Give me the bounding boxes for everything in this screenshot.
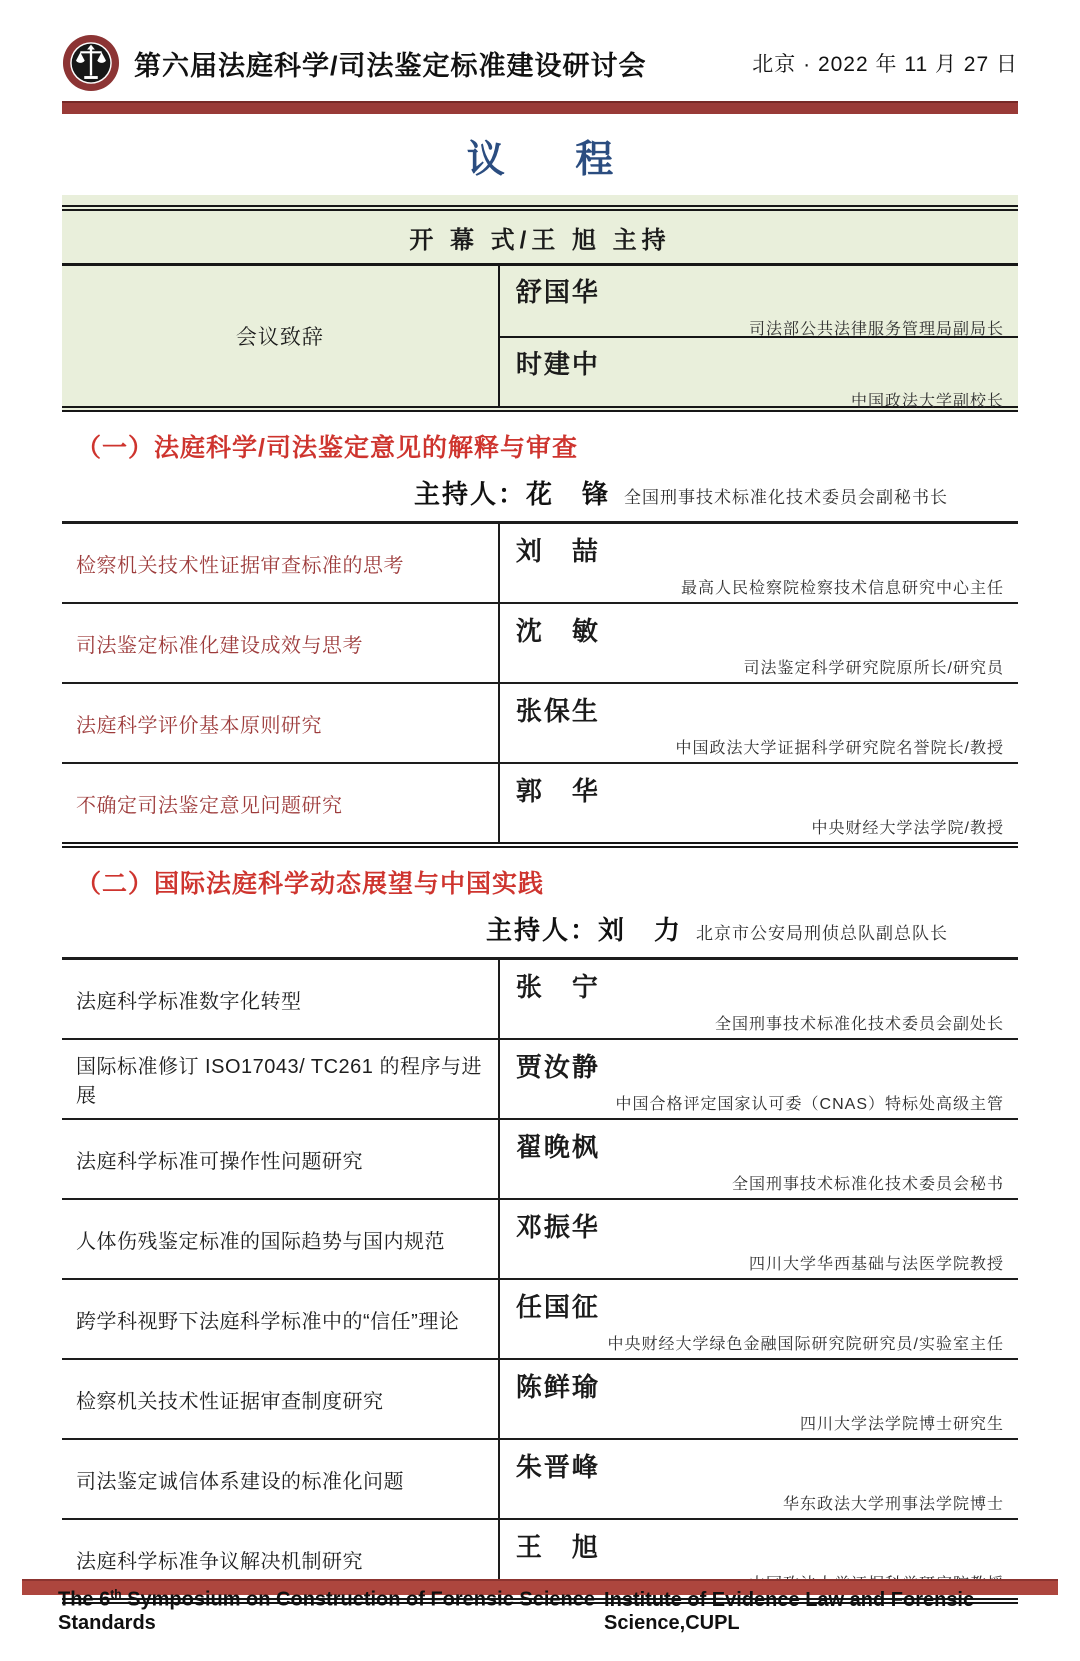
agenda-row bbox=[62, 1438, 1018, 1518]
opening-left-label: 会议致辞 bbox=[62, 266, 500, 406]
speaker-name: 张 宁 bbox=[515, 972, 600, 1002]
speaker-title: 全国刑事技术标准化技术委员会副处长 bbox=[714, 1016, 1004, 1033]
speaker-cell bbox=[500, 764, 1018, 842]
opening-session-header: 开 幕 式/王 旭 主持 bbox=[62, 211, 1018, 266]
speaker-name: 张保生 bbox=[515, 696, 600, 726]
speaker-title: 华东政法大学刑事法学院博士 bbox=[782, 1496, 1004, 1513]
moderator-label: 主持人： bbox=[413, 479, 526, 509]
city-date: 北京 · 2022 年 11 月 27 日 bbox=[752, 53, 1018, 76]
footer-ordinal-sup: th bbox=[110, 1587, 122, 1602]
opening-ceremony-table bbox=[62, 205, 1018, 412]
speaker-title: 中央财经大学法学院/教授 bbox=[811, 820, 1004, 837]
agenda-row bbox=[62, 960, 1018, 1038]
moderator-title: 全国刑事技术标准化技术委员会副秘书长 bbox=[624, 488, 948, 507]
moderator-title: 北京市公安局刑侦总队副总队长 bbox=[696, 924, 948, 943]
speaker-title: 司法部公共法律服务管理局副局长 bbox=[748, 321, 1004, 338]
topic-cell: 法庭科学标准可操作性问题研究 bbox=[62, 1120, 500, 1198]
speaker-cell bbox=[500, 1360, 1018, 1438]
agenda-row bbox=[62, 682, 1018, 762]
speaker-name: 贾汝静 bbox=[515, 1052, 600, 1082]
topic-cell: 人体伤残鉴定标准的国际趋势与国内规范 bbox=[62, 1200, 500, 1278]
topic-cell: 不确定司法鉴定意见问题研究 bbox=[62, 764, 500, 842]
symposium-title: 第六届法庭科学/司法鉴定标准建设研讨会 bbox=[134, 50, 647, 81]
section-2-table bbox=[62, 957, 1018, 1604]
header-red-rule bbox=[62, 101, 1018, 114]
speaker-name: 任国征 bbox=[515, 1292, 600, 1322]
speaker-cell bbox=[500, 1200, 1018, 1278]
opening-speaker-row bbox=[500, 266, 1018, 336]
agenda-row bbox=[62, 1198, 1018, 1278]
footer-left: The 6th Symposium on Construction of Forensic Science Standards bbox=[58, 1587, 595, 1634]
topic-cell: 国际标准修订 ISO17043/ TC261 的程序与进展 bbox=[62, 1040, 500, 1118]
speaker-name: 郭 华 bbox=[515, 776, 600, 806]
speaker-title: 司法鉴定科学研究院原所长/研究员 bbox=[743, 660, 1004, 677]
agenda-row bbox=[62, 1278, 1018, 1358]
speaker-cell bbox=[500, 1040, 1018, 1118]
section-1-heading: （一）法庭科学/司法鉴定意见的解释与审查 bbox=[76, 434, 578, 462]
page-title: 议 程 bbox=[466, 139, 644, 181]
speaker-cell bbox=[500, 1280, 1018, 1358]
speaker-name: 翟晚枫 bbox=[515, 1132, 600, 1162]
speaker-name: 时建中 bbox=[515, 349, 600, 379]
moderator-name: 刘 力 bbox=[597, 915, 682, 945]
speaker-cell bbox=[500, 684, 1018, 762]
topic-cell: 司法鉴定诚信体系建设的标准化问题 bbox=[62, 1440, 500, 1518]
topic-cell: 跨学科视野下法庭科学标准中的“信任”理论 bbox=[62, 1280, 500, 1358]
speaker-cell bbox=[500, 960, 1018, 1038]
speaker-title: 中国合格评定国家认可委（CNAS）特标处高级主管 bbox=[615, 1096, 1004, 1113]
topic-cell: 法庭科学评价基本原则研究 bbox=[62, 684, 500, 762]
speaker-cell bbox=[500, 1120, 1018, 1198]
topic-cell: 司法鉴定标准化建设成效与思考 bbox=[62, 604, 500, 682]
speaker-title: 四川大学法学院博士研究生 bbox=[799, 1416, 1004, 1433]
footer-right: Institute of Evidence Law and Forensic Science,CUPL bbox=[604, 1589, 975, 1634]
speaker-title: 最高人民检察院检察技术信息研究中心主任 bbox=[680, 580, 1004, 597]
topic-cell: 法庭科学标准数字化转型 bbox=[62, 960, 500, 1038]
speaker-name: 朱晋峰 bbox=[515, 1452, 600, 1482]
speaker-name: 沈 敏 bbox=[515, 616, 600, 646]
agenda-row bbox=[62, 1358, 1018, 1438]
agenda-row bbox=[62, 602, 1018, 682]
speaker-name: 邓振华 bbox=[515, 1212, 600, 1242]
speaker-name: 舒国华 bbox=[515, 277, 600, 307]
moderator-label: 主持人： bbox=[485, 915, 598, 945]
speaker-cell bbox=[500, 604, 1018, 682]
footer bbox=[58, 1587, 1040, 1635]
topic-cell: 检察机关技术性证据审查制度研究 bbox=[62, 1360, 500, 1438]
section-2-heading: （二）国际法庭科学动态展望与中国实践 bbox=[76, 870, 545, 898]
speaker-name: 王 旭 bbox=[515, 1532, 600, 1562]
section-2-moderator bbox=[62, 910, 1018, 947]
header bbox=[62, 34, 1018, 92]
agenda-row bbox=[62, 524, 1018, 602]
speaker-cell bbox=[500, 524, 1018, 602]
opening-speaker-row bbox=[500, 336, 1018, 410]
speaker-title: 中国政法大学证据科学研究院名誉院长/教授 bbox=[675, 740, 1004, 757]
speaker-title: 全国刑事技术标准化技术委员会秘书 bbox=[731, 1176, 1004, 1193]
topic-cell: 法庭科学标准争议解决机制研究 bbox=[62, 1520, 500, 1598]
speaker-title: 四川大学华西基础与法医学院教授 bbox=[748, 1256, 1004, 1273]
speaker-name: 陈鲜瑜 bbox=[515, 1372, 600, 1402]
speaker-title: 中央财经大学绿色金融国际研究院研究员/实验室主任 bbox=[607, 1336, 1004, 1353]
agenda-row bbox=[62, 1038, 1018, 1118]
agenda-row bbox=[62, 762, 1018, 842]
scales-of-justice-emblem-icon bbox=[62, 34, 120, 92]
section-1-table bbox=[62, 521, 1018, 848]
speaker-cell bbox=[500, 1440, 1018, 1518]
moderator-name: 花 锋 bbox=[525, 479, 610, 509]
speaker-name: 刘 喆 bbox=[515, 536, 600, 566]
opening-table-top-strip bbox=[62, 195, 1018, 205]
agenda-row bbox=[62, 1118, 1018, 1198]
speaker-title: 中国政法大学副校长 bbox=[850, 393, 1004, 410]
section-1-moderator bbox=[62, 474, 1018, 511]
topic-cell: 检察机关技术性证据审查标准的思考 bbox=[62, 524, 500, 602]
